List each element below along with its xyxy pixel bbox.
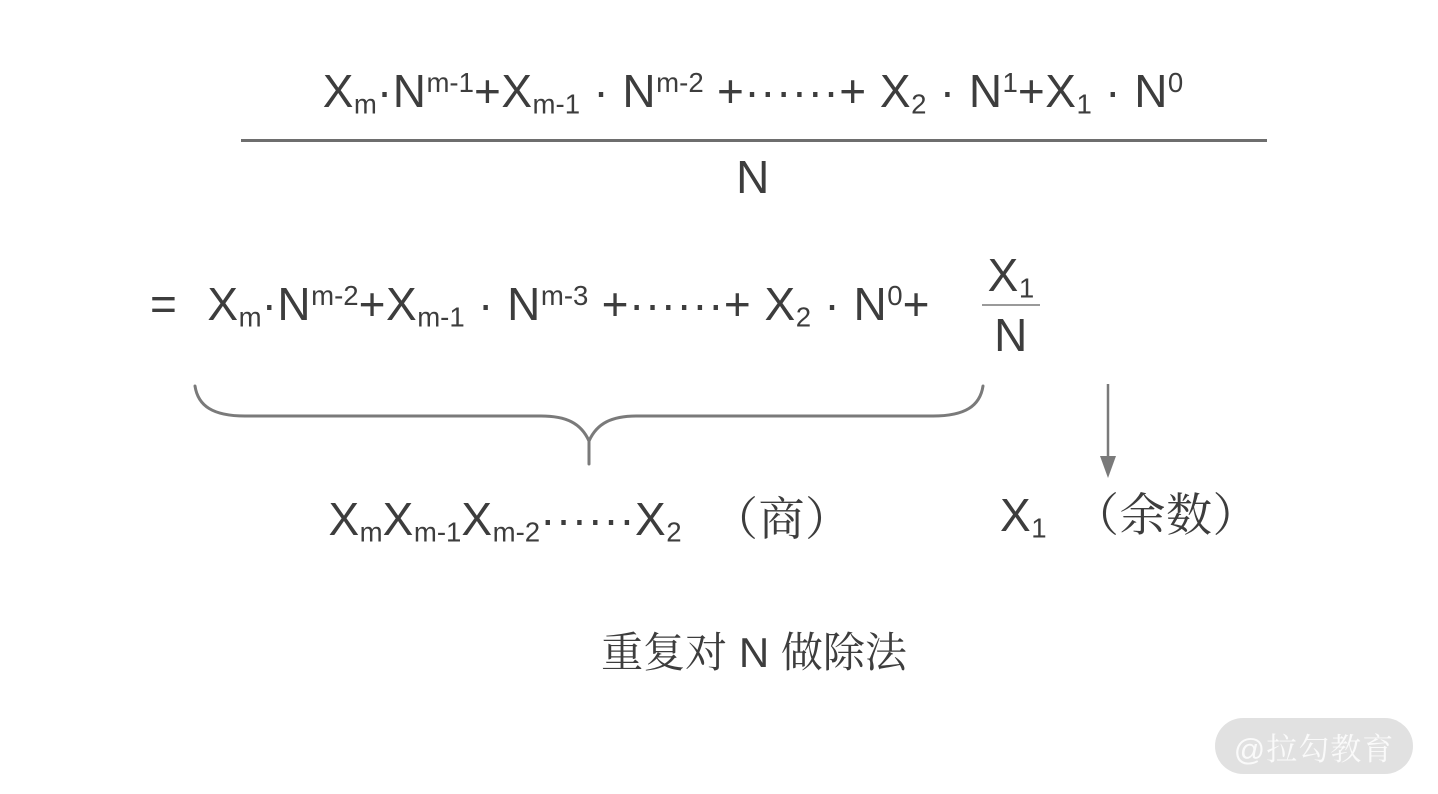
quotient-expression: $X_mX_{m-1}X_{m-2}\cdot\cdot\cdot\cdot\cdot\cdot X_2$ — [328, 493, 682, 548]
watermark-text: @拉勾教育 — [1233, 731, 1395, 767]
remainder-fraction-denominator: N — [994, 309, 1028, 361]
remainder-label: （余数） — [1073, 489, 1259, 541]
equation-expression: $X_m\cdot N^{m-2}+X_{m-1} \cdot N^{m-3}$ +······+ $X_2 \cdot N^0+$ — [207, 278, 930, 334]
caption: 重复对 N 做除法 — [601, 629, 907, 676]
remainder-line — [1000, 488, 1259, 543]
underbrace-icon — [193, 384, 985, 468]
remainder-fraction — [982, 248, 1040, 361]
remainder-fraction-bar — [982, 304, 1040, 306]
remainder-value: $X_1$ — [1000, 489, 1047, 544]
remainder-fraction-numerator: $X_1$ — [987, 248, 1035, 304]
equation-line — [150, 245, 1040, 365]
main-fraction-numerator: $X_m\cdot N^{m-1}+X_{m-1} \cdot N^{m-2}$ +······+ $X_2 \cdot N^1+X_1 \cdot N^0$ — [322, 65, 1184, 120]
quotient-label: （商） — [712, 493, 852, 545]
watermark-badge — [1215, 718, 1413, 774]
quotient-line — [240, 492, 940, 547]
down-arrow-icon — [1097, 384, 1119, 480]
equals-sign: = — [150, 278, 178, 331]
main-fraction-bar — [241, 139, 1267, 142]
main-fraction-denominator: N — [736, 151, 770, 203]
